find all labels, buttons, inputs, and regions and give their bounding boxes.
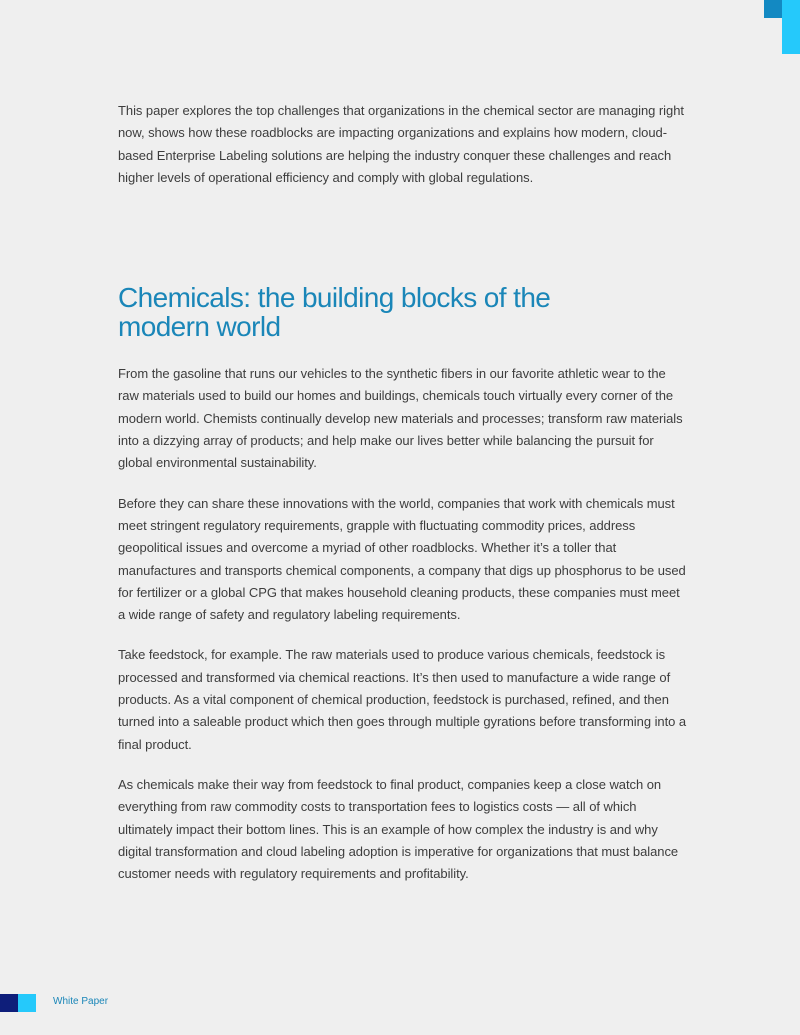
footer-label: White Paper [53,996,109,1007]
body-paragraph-1: From the gasoline that runs our vehicles to the synthetic fibers in our favorite athletic wear to the raw materials used to build our homes and buildings, chemicals touch virtually every corner of the modern world. Chemists continually develop new materials and processes; transform raw materials into a dizzying array of products; and help make our lives better while balancing the pursuit for global environmental sustainability. [118,366,683,471]
section-heading: Chemicals: the building blocks of the modern world [118,282,551,343]
body-paragraph-2: Before they can share these innovations with the world, companies that work with chemicals must meet stringent regulatory requirements, grapple with fluctuating commodity prices, address geopolitical issues and overcome a myriad of other roadblocks. Whether it’s a toller that manufactures and transports chemical components, a company that digs up phosphorus to be used for fertilizer or a global CPG that makes household cleaning products, these companies must meet a wide range of safety and regulatory labeling requirements. [118,495,686,623]
body-paragraph-4: As chemicals make their way from feedstock to final product, companies keep a close watch on everything from raw commodity costs to transportation fees to logistics costs — all of which ultimately impact their bottom lines. This is an example of how complex the industry is and why digital transformation and cloud labeling adoption is imperative for organizations that must balance customer needs with regulatory requirements and profitability. [118,776,679,882]
document-body [118,100,688,903]
intro-paragraph: This paper explores the top challenges that organizations in the chemical sector are managing right now, shows how these roadblocks are impacting organizations and explains how modern, cloud-based Enterprise Labeling solutions are helping the industry conquer these challenges and reach higher levels of operational efficiency and comply with global regulations. [118,103,684,185]
corner-accent-dark [764,0,782,18]
footer-mark-light [18,994,36,1012]
body-paragraph-3: Take feedstock, for example. The raw materials used to produce various chemicals, feedstock is processed and transformed via chemical reactions. It’s then used to manufacture a wide range of products. As a vital component of chemical production, feedstock is purchased, refined, and then turned into a saleable product which then goes through multiple gyrations before transforming into a final product. [118,647,687,752]
footer-mark-dark [0,994,18,1012]
corner-accent-light [782,0,800,54]
